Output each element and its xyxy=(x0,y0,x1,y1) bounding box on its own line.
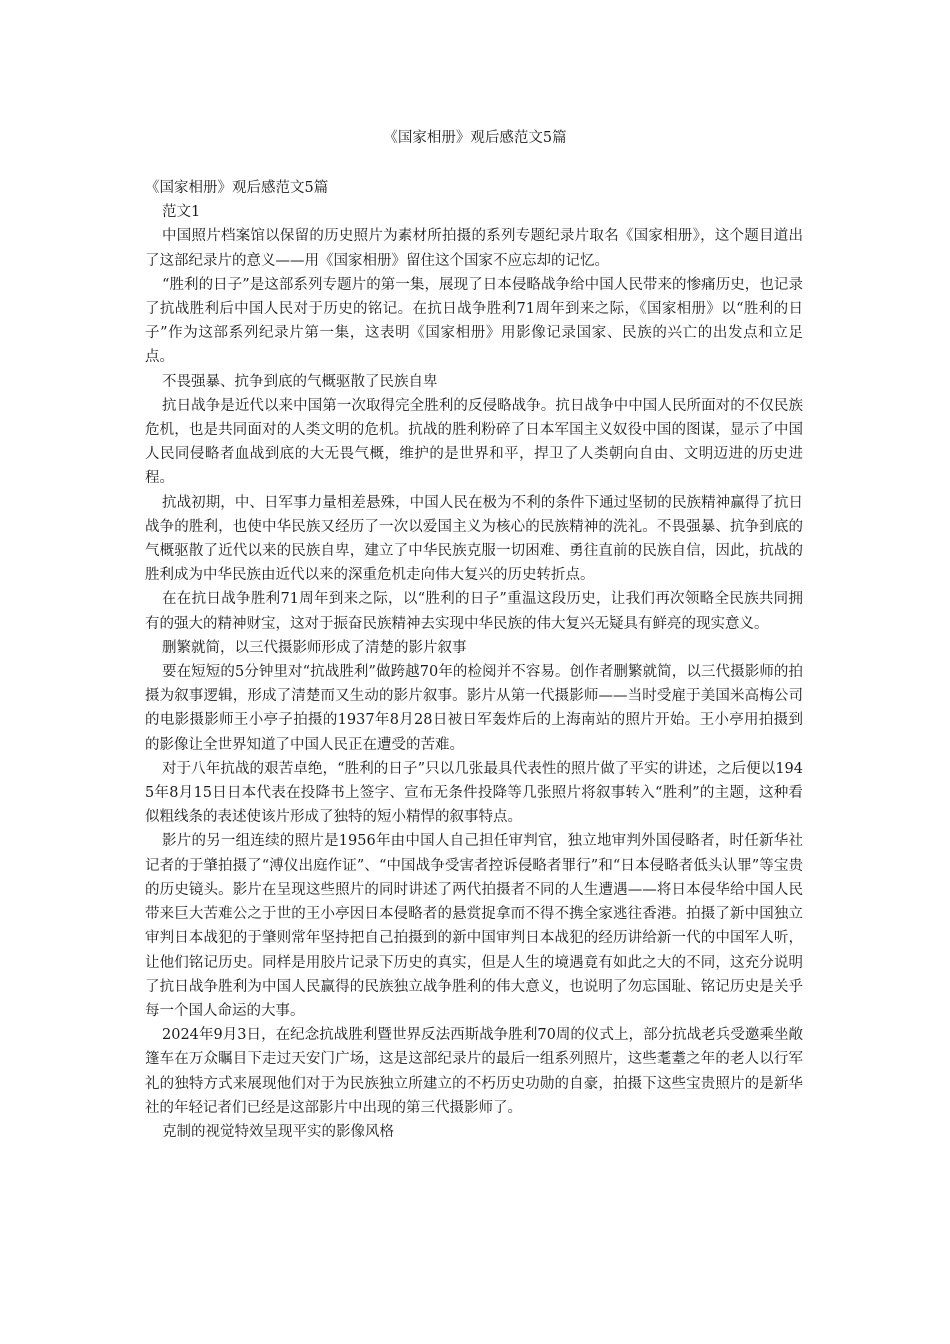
paragraph: 要在短短的5分钟里对“抗战胜利”做跨越70年的检阅并不容易。创作者删繁就简，以三代摄影师的拍摄为叙事逻辑，形成了清楚而又生动的影片叙事。影片从第一代摄影师——当时受雇于美国米高梅公司的电影摄影师王小亭子拍摄的1937年8月28日被日军轰炸后的上海南站的照片开始。王小亭用拍摄到的影像让全世界知道了中国人民正在遭受的苦难。 xyxy=(145,664,803,753)
section-heading: 不畏强暴、抗争到底的气概驱散了民族自卑 xyxy=(162,373,438,390)
document-body xyxy=(145,176,803,1144)
section-heading: 克制的视觉特效呈现平实的影像风格 xyxy=(162,1123,394,1140)
paragraph: 中国照片档案馆以保留的历史照片为素材所拍摄的系列专题纪录片取名《国家相册》，这个题目道出了这部纪录片的意义——用《国家相册》留住这个国家不应忘却的记忆。 xyxy=(145,228,803,269)
paragraph: 抗战初期，中、日军事力量相差悬殊，中国人民在极为不利的条件下通过坚韧的民族精神赢得了抗日战争的胜利，也使中华民族又经历了一次以爱国主义为核心的民族精神的洗礼。不畏强暴、抗争到底的气概驱散了近代以来的民族自卑，建立了中华民族克服一切困难、勇往直前的民族自信，因此，抗战的胜利成为中华民族由近代以来的深重危机走向伟大复兴的历史转折点。 xyxy=(145,494,803,584)
section-heading: 删繁就简，以三代摄影师形成了清楚的影片叙事 xyxy=(162,639,467,656)
sample-label: 范文1 xyxy=(162,204,201,221)
document-title: 《国家相册》观后感范文5篇 xyxy=(383,130,567,146)
article-heading: 《国家相册》观后感范文5篇 xyxy=(145,180,329,196)
paragraph: 对于八年抗战的艰苦卓绝，“胜利的日子”只以几张最具代表性的照片做了平实的讲述，之后便以1945年8月15日日本代表在投降书上签字、宣布无条件投降等几张照片将叙事转入“胜利”的主题，这种看似粗线条的表述使该片形成了独特的短小精悍的叙事特点。 xyxy=(145,760,803,826)
paragraph: 抗日战争是近代以来中国第一次取得完全胜利的反侵略战争。抗日战争中中国人民所面对的不仅民族危机，也是共同面对的人类文明的危机。抗战的胜利粉碎了日本军国主义奴役中国的图谋，显示了中国人民同侵略者血战到底的大无畏气概，维护的是世界和平，捍卫了人类朝向自由、文明迈进的历史进程。 xyxy=(145,397,803,487)
paragraph: “胜利的日子”是这部系列专题片的第一集，展现了日本侵略战争给中国人民带来的惨痛历史，也记录了抗战胜利后中国人民对于历史的铭记。在抗日战争胜利71周年到来之际，《国家相册》以“胜利的日子”作为这部系列纪录片第一集，这表明《国家相册》用影像记录国家、民族的兴亡的出发点和立足点。 xyxy=(145,276,803,366)
paragraph: 影片的另一组连续的照片是1956年由中国人自己担任审判官，独立地审判外国侵略者，时任新华社记者的于肇拍摄了“溥仪出庭作证”、“中国战争受害者控诉侵略者罪行”和“日本侵略者低头认罪”等宝贵的历史镜头。影片在呈现这些照片的同时讲述了两代拍摄者不同的人生遭遇——将日本侵华给中国人民带来巨大苦难公之于世的王小亭因日本侵略者的悬赏捉拿而不得不携全家逃往香港。拍摄了新中国独立审判日本战犯的于肇则常年坚持把自己拍摄到的新中国审判日本战犯的经历讲给新一代的中国军人听，让他们铭记历史。同样是用胶片记录下历史的真实，但是人生的境遇竟有如此之大的不同，这充分说明了抗日战争胜利为中国人民赢得的民族独立战争胜利的伟大意义，也说明了勿忘国耻、铭记历史是关乎每一个国人命运的大事。 xyxy=(145,833,803,1019)
paragraph: 2024年9月3日，在纪念抗战胜利暨世界反法西斯战争胜利70周的仪式上，部分抗战老兵受邀乘坐敞篷车在万众瞩目下走过天安门广场，这是这部纪录片的最后一组系列照片，这些耄耋之年的老人以行军礼的独特方式来展现他们对于为民族独立所建立的不朽历史功勋的自豪，拍摄下这些宝贵照片的是新华社的年轻记者们已经是这部影片中出现的第三代摄影师了。 xyxy=(145,1027,803,1116)
paragraph: 在在抗日战争胜利71周年到来之际，以“胜利的日子”重温这段历史，让我们再次领略全民族共同拥有的强大的精神财宝，这对于振奋民族精神去实现中华民族的伟大复兴无疑具有鲜亮的现实意义。 xyxy=(145,591,803,632)
